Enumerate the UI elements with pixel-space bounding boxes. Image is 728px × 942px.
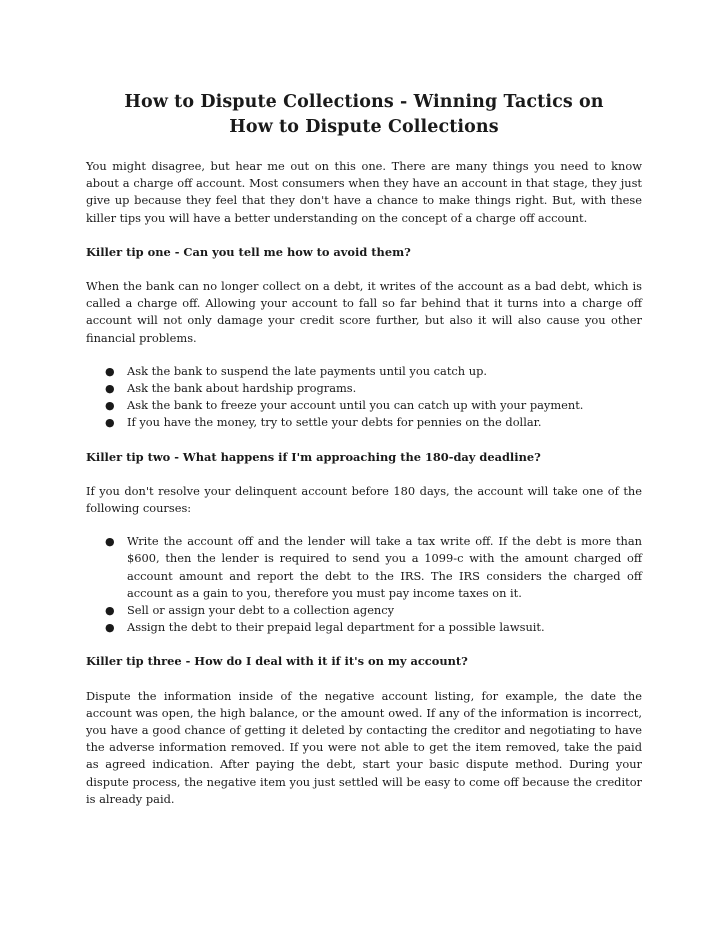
list-item (105, 397, 642, 414)
list-item (105, 363, 642, 380)
document-title (86, 90, 642, 140)
bullet-icon: ● (105, 399, 115, 413)
list-item (105, 619, 642, 636)
list-item-text: Write the account off and the lender will take a tax write off. If the debt is more than $600, then the lender is required to send you a 1099-c with the amount charged off account amount and report the debt to the IRS. The IRS considers the charged off account as a gain to you, therefore you must pay income taxes on it. (127, 534, 642, 600)
bullet-icon: ● (105, 382, 115, 396)
section-paragraph-tip-two: If you don't resolve your delinquent account before 180 days, the account will take one of the following courses: (86, 483, 642, 516)
bullet-icon: ● (105, 535, 115, 549)
section-heading-tip-two: Killer tip two - What happens if I'm approaching the 180-day deadline? (86, 449, 541, 464)
section-paragraph-tip-three: Dispute the information inside of the negative account listing, for example, the date the account was open, the high balance, or the amount owed. If any of the information is incorrect, you have a good chance of getting it deleted by contacting the creditor and negotiating to have the adverse information removed. If you were not able to get the item removed, take the paid as agreed indication. After paying the debt, start your basic dispute method. During your dispute process, the negative item you just settled will be easy to come off because the creditor is already paid. (86, 688, 642, 806)
list-item (105, 533, 642, 602)
list-item-text: Ask the bank to suspend the late payments until you catch up. (127, 363, 488, 378)
list-item (105, 414, 642, 431)
title-line-1: How to Dispute Collections - Winning Tactics on (124, 92, 604, 112)
bullet-icon: ● (105, 604, 115, 618)
section-heading-tip-three: Killer tip three - How do I deal with it if it's on my account? (86, 654, 468, 669)
list-item-text: Assign the debt to their prepaid legal department for a possible lawsuit. (127, 620, 545, 635)
title-line-2: How to Dispute Collections (229, 117, 499, 137)
bullet-icon: ● (105, 416, 115, 430)
bullet-list-tip-one (86, 363, 642, 432)
bullet-list-tip-two (86, 533, 642, 636)
list-item-text: If you have the money, try to settle your debts for pennies on the dollar. (127, 415, 542, 430)
list-item-text: Sell or assign your debt to a collection agency (127, 603, 395, 618)
section-heading-tip-one: Killer tip one - Can you tell me how to avoid them? (86, 244, 411, 259)
document-page (86, 90, 642, 825)
section-paragraph-tip-one: When the bank can no longer collect on a debt, it writes of the account as a bad debt, which is called a charge off. Allowing your account to fall so far behind that it turns into a charge off account will not only damage your credit score further, but also it will also cause you other financial problems. (86, 279, 642, 345)
bullet-icon: ● (105, 364, 115, 378)
list-item-text: Ask the bank to freeze your account until you can catch up with your payment. (127, 398, 584, 413)
list-item (105, 602, 642, 619)
bullet-icon: ● (105, 621, 115, 635)
intro-paragraph: You might disagree, but hear me out on this one. There are many things you need to know about a charge off account. Most consumers when they have an account in that stage, they just give up because they feel that they don't have a chance to make things right. But, with these killer tips you will have a better understanding on the concept of a charge off account. (86, 159, 642, 225)
list-item-text: Ask the bank about hardship programs. (127, 381, 357, 396)
list-item (105, 380, 642, 397)
